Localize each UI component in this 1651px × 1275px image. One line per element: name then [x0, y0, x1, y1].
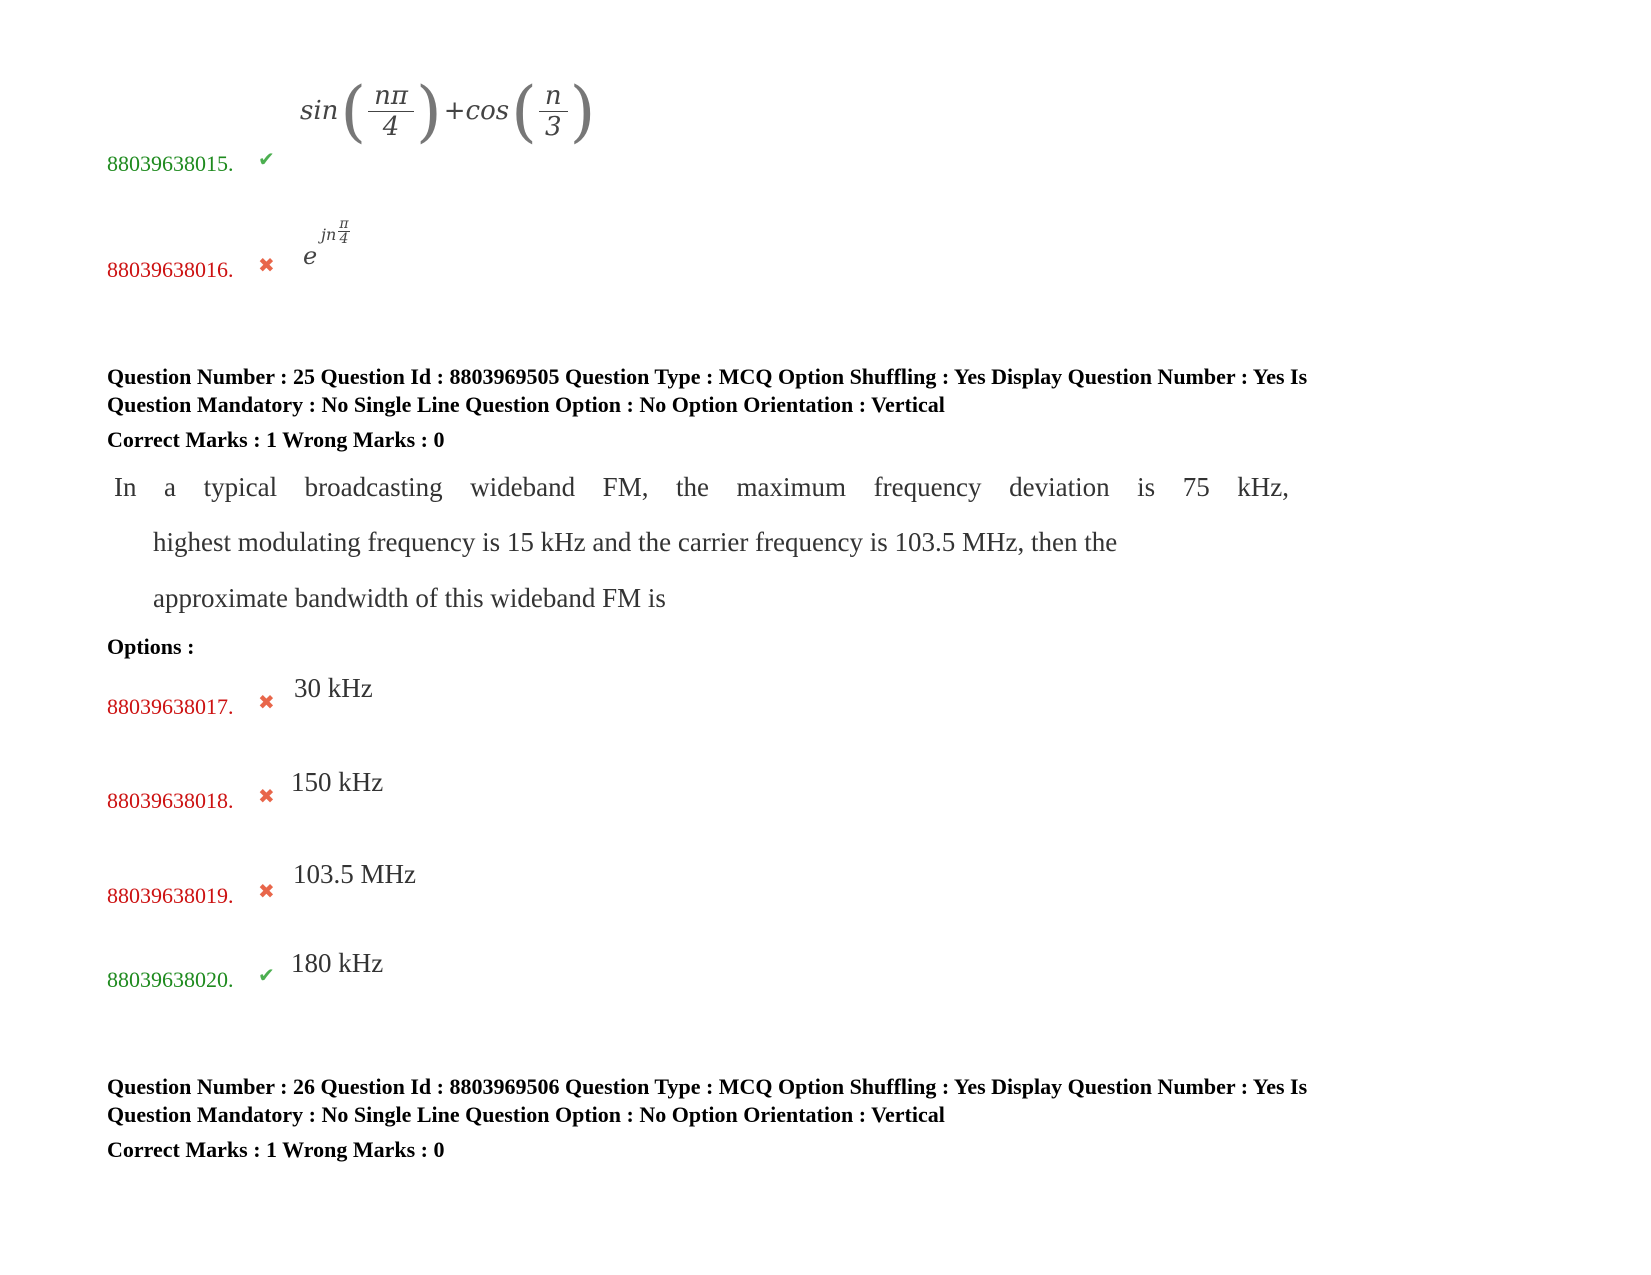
cross-icon: ✖: [258, 253, 275, 277]
option-id: 88039638015.: [107, 151, 234, 176]
options-label: Options :: [107, 634, 195, 659]
cross-icon: ✖: [258, 879, 275, 903]
option-text: 103.5 MHz: [293, 859, 416, 889]
check-icon: ✔: [258, 963, 275, 987]
meta-line-1: Question Number : 25 Question Id : 8803969505 Question Type : MCQ Option Shuffling : Yes Display Question Number : Yes Is: [107, 364, 1308, 389]
option-id: 88039638019.: [107, 883, 234, 908]
question-meta: [107, 363, 1567, 419]
question-text-line-2: highest modulating frequency is 15 kHz and the carrier frequency is 103.5 MHz, then the: [153, 527, 1118, 557]
meta-line-2: Question Mandatory : No Single Line Question Option : No Option Orientation : Vertical: [107, 392, 945, 417]
cross-icon: ✖: [258, 690, 275, 714]
cross-icon: ✖: [258, 784, 275, 808]
option-id: 88039638016.: [107, 257, 234, 282]
question-text-line-3: approximate bandwidth of this wideband FM is: [153, 583, 666, 613]
question-meta: [107, 1073, 1567, 1129]
option-text: 150 kHz: [291, 767, 384, 797]
option-text: 180 kHz: [291, 948, 384, 978]
formula-sin-cos: sin ( nπ 4 ) + cos ( n 3 ): [300, 72, 596, 150]
formula-exponential: e jn π 4: [303, 216, 349, 270]
option-id: 88039638020.: [107, 967, 234, 992]
option-id: 88039638017.: [107, 694, 234, 719]
question-text-line-1: In a typical broadcasting wideband FM, the maximum frequency deviation is 75 kHz,: [114, 472, 1289, 502]
question-marks: Correct Marks : 1 Wrong Marks : 0: [107, 1137, 445, 1162]
meta-line-1: Question Number : 26 Question Id : 8803969506 Question Type : MCQ Option Shuffling : Yes Display Question Number : Yes Is: [107, 1074, 1308, 1099]
option-text: 30 kHz: [294, 673, 373, 703]
meta-line-2: Question Mandatory : No Single Line Question Option : No Option Orientation : Vertical: [107, 1102, 945, 1127]
question-marks: Correct Marks : 1 Wrong Marks : 0: [107, 427, 445, 452]
check-icon: ✔: [258, 147, 275, 171]
option-id: 88039638018.: [107, 788, 234, 813]
